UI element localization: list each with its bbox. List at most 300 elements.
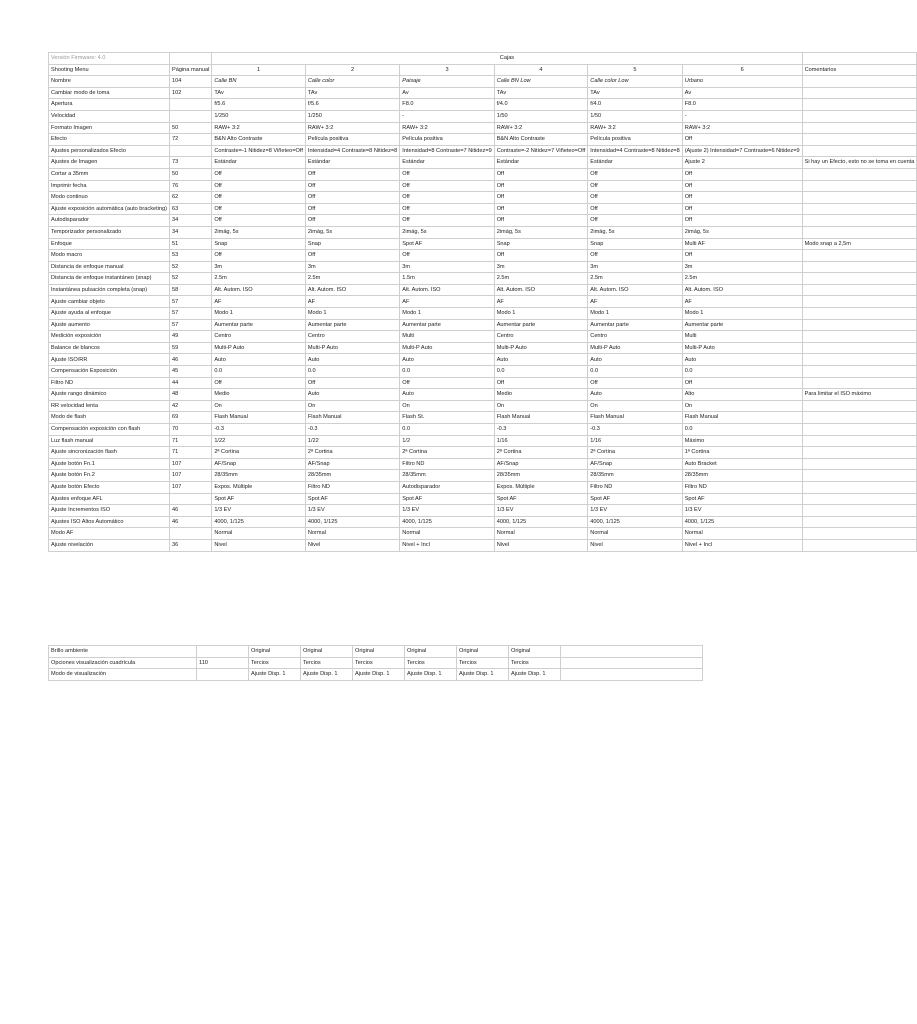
box-1-value-cell: 2.5m xyxy=(212,273,306,285)
box-2-value-cell: Centro xyxy=(305,331,399,343)
setting-name-cell: Distancia de enfoque manual xyxy=(49,261,170,273)
box-5-value-cell: 4000, 1/125 xyxy=(588,516,682,528)
box-6-value-cell: Original xyxy=(509,646,561,658)
box-2-value-cell: Off xyxy=(305,377,399,389)
manual-page-cell: 107 xyxy=(169,481,211,493)
box-1-value-cell: Off xyxy=(212,180,306,192)
box-6-value-cell: 0.0 xyxy=(682,366,802,378)
box-6-value-cell: Spot AF xyxy=(682,493,802,505)
box-5-value-cell: On xyxy=(588,400,682,412)
box-2-value-cell: 2.5m xyxy=(305,273,399,285)
box-1-value-cell: RAW+ 3:2 xyxy=(212,122,306,134)
box-6-value-cell: 0.0 xyxy=(682,424,802,436)
setting-name-cell: Temporizador personalizado xyxy=(49,226,170,238)
box-1-value-cell: 0.0 xyxy=(212,366,306,378)
box-5-value-cell: TAv xyxy=(588,87,682,99)
setting-name-cell: Ajuste ISO/RR xyxy=(49,354,170,366)
box-1-value-cell: Aumentar parte xyxy=(212,319,306,331)
manual-page-cell: 42 xyxy=(169,400,211,412)
setting-name-cell: Instantánea pulsación completa (snap) xyxy=(49,284,170,296)
box-1-value-cell: Ajuste Disp. 1 xyxy=(249,669,301,681)
header-row xyxy=(49,64,917,76)
box-4-value-cell: Flash Manual xyxy=(494,412,588,424)
setting-name-cell: Ajustes personalizados Efecto xyxy=(49,145,170,157)
box-6-value-cell: Urbano xyxy=(682,76,802,88)
box-6-value-cell: Auto xyxy=(682,354,802,366)
box-5-value-cell: 2ª Cortina xyxy=(588,447,682,459)
column-header-page: Página manual xyxy=(169,64,211,76)
box-6-value-cell: On xyxy=(682,400,802,412)
manual-page-cell: 102 xyxy=(169,87,211,99)
box-2-value-cell: Off xyxy=(305,215,399,227)
box-1-value-cell: Contraste=-1 Nitidez=8 Viñeteo=Off xyxy=(212,145,306,157)
box-2-value-cell: Película positiva xyxy=(305,134,399,146)
manual-page-cell: 48 xyxy=(169,389,211,401)
manual-page-cell: 46 xyxy=(169,354,211,366)
box-1-value-cell: 1/22 xyxy=(212,435,306,447)
box-2-value-cell: -0.3 xyxy=(305,424,399,436)
comment-cell xyxy=(802,331,917,343)
box-1-value-cell: Off xyxy=(212,377,306,389)
box-1-value-cell: Off xyxy=(212,203,306,215)
box-3-value-cell: RAW+ 3:2 xyxy=(400,122,494,134)
boxes-group-title: Cajas xyxy=(212,53,802,65)
box-1-value-cell: AF/Snap xyxy=(212,458,306,470)
manual-page-cell xyxy=(197,669,249,681)
box-6-value-cell: Aumentar parte xyxy=(682,319,802,331)
table-row xyxy=(49,646,703,658)
box-3-value-cell: 1.5m xyxy=(400,273,494,285)
box-6-value-cell: Ajuste Disp. 1 xyxy=(509,669,561,681)
box-5-value-cell: RAW+ 3:2 xyxy=(588,122,682,134)
box-2-value-cell: Aumentar parte xyxy=(305,319,399,331)
box-1-value-cell: f/5.6 xyxy=(212,99,306,111)
setting-name-cell: Balance de blancos xyxy=(49,342,170,354)
box-3-value-cell: Multi-P Auto xyxy=(400,342,494,354)
setting-name-cell: Ajuste sincronización flash xyxy=(49,447,170,459)
table-row xyxy=(49,342,917,354)
table-row xyxy=(49,76,917,88)
box-5-value-cell: AF xyxy=(588,296,682,308)
box-5-value-cell: 3m xyxy=(588,261,682,273)
setting-name-cell: Enfoque xyxy=(49,238,170,250)
column-header-box-5: 5 xyxy=(588,64,682,76)
box-5-value-cell: Spot AF xyxy=(588,493,682,505)
setting-name-cell: Ajuste nivelación xyxy=(49,539,170,551)
box-4-value-cell: -0.3 xyxy=(494,424,588,436)
manual-page-cell: 44 xyxy=(169,377,211,389)
setting-name-cell: Modo macro xyxy=(49,250,170,262)
comment-cell xyxy=(802,539,917,551)
setting-name-cell: Velocidad xyxy=(49,110,170,122)
comment-cell xyxy=(802,76,917,88)
comment-cell xyxy=(802,296,917,308)
table-row xyxy=(49,203,917,215)
table-row xyxy=(49,516,917,528)
comment-cell xyxy=(802,145,917,157)
box-2-value-cell: 2imág, 5s xyxy=(305,226,399,238)
manual-page-cell: 51 xyxy=(169,238,211,250)
box-6-value-cell: Off xyxy=(682,168,802,180)
manual-page-cell: 45 xyxy=(169,366,211,378)
box-5-value-cell: 2imág, 5s xyxy=(588,226,682,238)
manual-page-cell xyxy=(169,110,211,122)
box-6-value-cell: Modo 1 xyxy=(682,308,802,320)
box-2-value-cell: Off xyxy=(305,250,399,262)
comment-cell: Modo snap a 2,5m xyxy=(802,238,917,250)
box-2-value-cell: Spot AF xyxy=(305,493,399,505)
box-3-value-cell: Filtro ND xyxy=(400,458,494,470)
table-row xyxy=(49,470,917,482)
table-row xyxy=(49,435,917,447)
box-2-value-cell: Off xyxy=(305,168,399,180)
box-4-value-cell: 2.5m xyxy=(494,273,588,285)
setting-name-cell: Ajustes enfoque AFL xyxy=(49,493,170,505)
box-5-value-cell: Original xyxy=(457,646,509,658)
box-3-value-cell: Estándar xyxy=(400,157,494,169)
box-2-value-cell: 4000, 1/125 xyxy=(305,516,399,528)
setting-name-cell: Compensación exposición con flash xyxy=(49,424,170,436)
box-1-value-cell: Modo 1 xyxy=(212,308,306,320)
table-row xyxy=(49,319,917,331)
box-2-value-cell: 2ª Cortina xyxy=(305,447,399,459)
box-6-value-cell: Flash Manual xyxy=(682,412,802,424)
table-row xyxy=(49,528,917,540)
box-6-value-cell: RAW+ 3:2 xyxy=(682,122,802,134)
box-4-value-cell: Multi-P Auto xyxy=(494,342,588,354)
box-3-value-cell: Normal xyxy=(400,528,494,540)
box-4-value-cell: Alt. Autom. ISO xyxy=(494,284,588,296)
box-3-value-cell: Intensidad=8 Contraste=7 Nitidez=9 xyxy=(400,145,494,157)
manual-page-cell: 71 xyxy=(169,435,211,447)
table-row xyxy=(49,669,703,681)
setting-name-cell: Medición exposición xyxy=(49,331,170,343)
setting-name-cell: Modo AF xyxy=(49,528,170,540)
box-2-value-cell: 3m xyxy=(305,261,399,273)
setting-name-cell: Compensación Exposición xyxy=(49,366,170,378)
box-1-value-cell: 28/35mm xyxy=(212,470,306,482)
box-6-value-cell: Off xyxy=(682,134,802,146)
box-4-value-cell: Calle BN Low xyxy=(494,76,588,88)
comment-cell xyxy=(802,122,917,134)
manual-page-cell: 34 xyxy=(169,226,211,238)
box-4-value-cell: Off xyxy=(494,250,588,262)
comment-cell xyxy=(802,458,917,470)
box-3-value-cell: 1/2 xyxy=(400,435,494,447)
box-3-value-cell: Modo 1 xyxy=(400,308,494,320)
manual-page-cell xyxy=(197,646,249,658)
box-1-value-cell: Off xyxy=(212,168,306,180)
setting-name-cell: Ajustes de Imagen xyxy=(49,157,170,169)
box-5-value-cell: Estándar xyxy=(588,157,682,169)
box-1-value-cell: 3m xyxy=(212,261,306,273)
comment-cell xyxy=(561,669,703,681)
setting-name-cell: Ajuste botón Efecto xyxy=(49,481,170,493)
box-5-value-cell: Off xyxy=(588,203,682,215)
box-3-value-cell: 4000, 1/125 xyxy=(400,516,494,528)
box-3-value-cell: - xyxy=(400,110,494,122)
box-6-value-cell: 2imág, 5s xyxy=(682,226,802,238)
comment-cell xyxy=(802,180,917,192)
box-4-value-cell: TAv xyxy=(494,87,588,99)
column-header-box-3: 3 xyxy=(400,64,494,76)
table-row xyxy=(49,180,917,192)
box-5-value-cell: Alt. Autom. ISO xyxy=(588,284,682,296)
box-3-value-cell: Spot AF xyxy=(400,238,494,250)
manual-page-cell: 58 xyxy=(169,284,211,296)
box-3-value-cell: Flash St. xyxy=(400,412,494,424)
table-row xyxy=(49,99,917,111)
box-5-value-cell: Ajuste Disp. 1 xyxy=(457,669,509,681)
manual-page-cell: 62 xyxy=(169,192,211,204)
manual-page-cell: 71 xyxy=(169,447,211,459)
comment-cell xyxy=(802,447,917,459)
box-5-value-cell: Off xyxy=(588,250,682,262)
comment-cell xyxy=(802,435,917,447)
comment-cell xyxy=(802,366,917,378)
box-4-value-cell: Off xyxy=(494,215,588,227)
table-row xyxy=(49,458,917,470)
box-4-value-cell: Nivel xyxy=(494,539,588,551)
box-3-value-cell: Off xyxy=(400,215,494,227)
box-5-value-cell: f/4.0 xyxy=(588,99,682,111)
table-row xyxy=(49,296,917,308)
box-3-value-cell: 2imág, 5s xyxy=(400,226,494,238)
column-header-box-4: 4 xyxy=(494,64,588,76)
comment-cell xyxy=(802,134,917,146)
box-3-value-cell: Película positiva xyxy=(400,134,494,146)
box-3-value-cell: Paisaje xyxy=(400,76,494,88)
manual-page-cell: 53 xyxy=(169,250,211,262)
box-5-value-cell: Película positiva xyxy=(588,134,682,146)
box-4-value-cell: On xyxy=(494,400,588,412)
manual-page-cell: 49 xyxy=(169,331,211,343)
box-1-value-cell: Off xyxy=(212,192,306,204)
display-settings-table xyxy=(48,645,703,681)
box-2-value-cell: Intensidad=4 Contraste=8 Nitidez=8 xyxy=(305,145,399,157)
setting-name-cell: Ajuste exposición automática (auto bracketing) xyxy=(49,203,170,215)
box-5-value-cell: 28/35mm xyxy=(588,470,682,482)
comment-cell xyxy=(802,308,917,320)
box-2-value-cell: On xyxy=(305,400,399,412)
table-row xyxy=(49,424,917,436)
box-6-value-cell: Off xyxy=(682,250,802,262)
table-row xyxy=(49,377,917,389)
box-3-value-cell: 0.0 xyxy=(400,366,494,378)
box-6-value-cell: 1/3 EV xyxy=(682,505,802,517)
box-4-value-cell: B&N Alto Contraste xyxy=(494,134,588,146)
column-header-box-1: 1 xyxy=(212,64,306,76)
box-3-value-cell: Original xyxy=(353,646,405,658)
box-2-value-cell: 1/250 xyxy=(305,110,399,122)
column-header-box-6: 6 xyxy=(682,64,802,76)
box-3-value-cell: Nivel + Incl xyxy=(400,539,494,551)
table-row xyxy=(49,447,917,459)
box-4-value-cell: Original xyxy=(405,646,457,658)
box-6-value-cell: AF xyxy=(682,296,802,308)
box-3-value-cell: AF xyxy=(400,296,494,308)
comment-cell xyxy=(802,528,917,540)
box-4-value-cell: Off xyxy=(494,168,588,180)
box-1-value-cell: On xyxy=(212,400,306,412)
box-6-value-cell: Máximo xyxy=(682,435,802,447)
box-4-value-cell: Auto xyxy=(494,354,588,366)
box-2-value-cell: Calle color xyxy=(305,76,399,88)
box-4-value-cell: Off xyxy=(494,377,588,389)
comment-cell xyxy=(802,250,917,262)
table-row xyxy=(49,168,917,180)
box-5-value-cell: Off xyxy=(588,215,682,227)
comment-cell xyxy=(802,493,917,505)
box-4-value-cell: Medio xyxy=(494,389,588,401)
box-6-value-cell: F8.0 xyxy=(682,99,802,111)
box-2-value-cell: Multi-P Auto xyxy=(305,342,399,354)
box-4-value-cell: AF xyxy=(494,296,588,308)
setting-name-cell: Ajuste rango dinámico xyxy=(49,389,170,401)
box-3-value-cell: 28/35mm xyxy=(400,470,494,482)
box-5-value-cell: Auto xyxy=(588,389,682,401)
box-6-value-cell: Alto xyxy=(682,389,802,401)
box-3-value-cell: Tercios xyxy=(353,657,405,669)
manual-page-cell: 46 xyxy=(169,516,211,528)
manual-page-cell: 76 xyxy=(169,180,211,192)
comment-cell xyxy=(802,87,917,99)
box-6-value-cell: 1ª Cortina xyxy=(682,447,802,459)
setting-name-cell: Modo de visualización xyxy=(49,669,197,681)
comment-cell xyxy=(561,657,703,669)
setting-name-cell: Ajuste Incrementos ISO xyxy=(49,505,170,517)
comment-cell xyxy=(802,99,917,111)
box-2-value-cell: 28/35mm xyxy=(305,470,399,482)
box-1-value-cell: Estándar xyxy=(212,157,306,169)
box-4-value-cell: Tercios xyxy=(405,657,457,669)
box-3-value-cell: Alt. Autom. ISO xyxy=(400,284,494,296)
box-4-value-cell: Spot AF xyxy=(494,493,588,505)
table-row xyxy=(49,493,917,505)
box-5-value-cell: Off xyxy=(588,168,682,180)
box-5-value-cell: Off xyxy=(588,192,682,204)
box-3-value-cell: 2ª Cortina xyxy=(400,447,494,459)
box-1-value-cell: Medio xyxy=(212,389,306,401)
box-5-value-cell: Aumentar parte xyxy=(588,319,682,331)
manual-page-cell: 46 xyxy=(169,505,211,517)
box-2-value-cell: Flash Manual xyxy=(305,412,399,424)
table-row xyxy=(49,273,917,285)
box-4-value-cell: 4000, 1/125 xyxy=(494,516,588,528)
box-2-value-cell: Nivel xyxy=(305,539,399,551)
table-row xyxy=(49,481,917,493)
box-6-value-cell: (Ajuste 2) Intensidad=7 Contraste=6 Nitidez=9 xyxy=(682,145,802,157)
setting-name-cell: Formato Imagen xyxy=(49,122,170,134)
box-5-value-cell: Filtro ND xyxy=(588,481,682,493)
box-5-value-cell: Flash Manual xyxy=(588,412,682,424)
box-1-value-cell: Normal xyxy=(212,528,306,540)
table-row xyxy=(49,157,917,169)
table-row xyxy=(49,389,917,401)
comment-cell xyxy=(802,481,917,493)
setting-name-cell: Modo continuo xyxy=(49,192,170,204)
box-2-value-cell: RAW+ 3:2 xyxy=(305,122,399,134)
box-1-value-cell: Centro xyxy=(212,331,306,343)
table-row xyxy=(49,110,917,122)
box-1-value-cell: Nivel xyxy=(212,539,306,551)
table-row xyxy=(49,122,917,134)
comment-cell: Si hay un Efecto, esto no se toma en cuenta xyxy=(802,157,917,169)
box-6-value-cell: 2.5m xyxy=(682,273,802,285)
box-1-value-cell: Off xyxy=(212,250,306,262)
box-5-value-cell: Snap xyxy=(588,238,682,250)
setting-name-cell: Nombre xyxy=(49,76,170,88)
comment-cell xyxy=(802,505,917,517)
box-4-value-cell: Snap xyxy=(494,238,588,250)
column-header-box-2: 2 xyxy=(305,64,399,76)
box-1-value-cell: 2imág, 5s xyxy=(212,226,306,238)
manual-page-cell: 72 xyxy=(169,134,211,146)
box-4-value-cell: Off xyxy=(494,180,588,192)
box-6-value-cell: Ajuste 2 xyxy=(682,157,802,169)
setting-name-cell: Distancia de enfoque instantáneo (snap) xyxy=(49,273,170,285)
box-2-value-cell: AF/Snap xyxy=(305,458,399,470)
box-2-value-cell: Estándar xyxy=(305,157,399,169)
box-1-value-cell: Snap xyxy=(212,238,306,250)
comment-cell xyxy=(802,261,917,273)
setting-name-cell: Brillo ambiente xyxy=(49,646,197,658)
box-6-value-cell: - xyxy=(682,110,802,122)
box-5-value-cell: Auto xyxy=(588,354,682,366)
box-2-value-cell: Off xyxy=(305,192,399,204)
box-3-value-cell: Ajuste Disp. 1 xyxy=(353,669,405,681)
box-6-value-cell: Alt. Autom. ISO xyxy=(682,284,802,296)
manual-page-cell: 57 xyxy=(169,308,211,320)
box-2-value-cell: Normal xyxy=(305,528,399,540)
box-2-value-cell: Modo 1 xyxy=(305,308,399,320)
firmware-version-label: Versión Firmware: 4.0 xyxy=(49,53,170,65)
manual-page-cell xyxy=(169,99,211,111)
table-row xyxy=(49,238,917,250)
manual-page-cell: 73 xyxy=(169,157,211,169)
box-3-value-cell: Off xyxy=(400,192,494,204)
comment-cell xyxy=(802,168,917,180)
comment-cell xyxy=(802,377,917,389)
box-4-value-cell: 28/35mm xyxy=(494,470,588,482)
table-row xyxy=(49,539,917,551)
box-4-value-cell: Centro xyxy=(494,331,588,343)
box-2-value-cell: Auto xyxy=(305,354,399,366)
box-4-value-cell: Estándar xyxy=(494,157,588,169)
box-3-value-cell: 3m xyxy=(400,261,494,273)
box-1-value-cell: B&N Alto Contraste xyxy=(212,134,306,146)
box-6-value-cell: Multi AF xyxy=(682,238,802,250)
box-4-value-cell: 1/50 xyxy=(494,110,588,122)
box-1-value-cell: AF xyxy=(212,296,306,308)
box-1-value-cell: Spot AF xyxy=(212,493,306,505)
box-1-value-cell: Off xyxy=(212,215,306,227)
box-1-value-cell: Multi-P Auto xyxy=(212,342,306,354)
box-6-value-cell: Off xyxy=(682,180,802,192)
comment-cell xyxy=(802,203,917,215)
box-1-value-cell: 2ª Cortina xyxy=(212,447,306,459)
box-3-value-cell: 0.0 xyxy=(400,424,494,436)
box-5-value-cell: Off xyxy=(588,377,682,389)
box-5-value-cell: Intensidad=4 Contraste=8 Nitidez=8 xyxy=(588,145,682,157)
box-2-value-cell: TAv xyxy=(305,87,399,99)
box-5-value-cell: -0.3 xyxy=(588,424,682,436)
box-2-value-cell: Snap xyxy=(305,238,399,250)
box-3-value-cell: Off xyxy=(400,168,494,180)
box-5-value-cell: 1/50 xyxy=(588,110,682,122)
setting-name-cell: Luz flash manual xyxy=(49,435,170,447)
manual-page-cell: 50 xyxy=(169,122,211,134)
